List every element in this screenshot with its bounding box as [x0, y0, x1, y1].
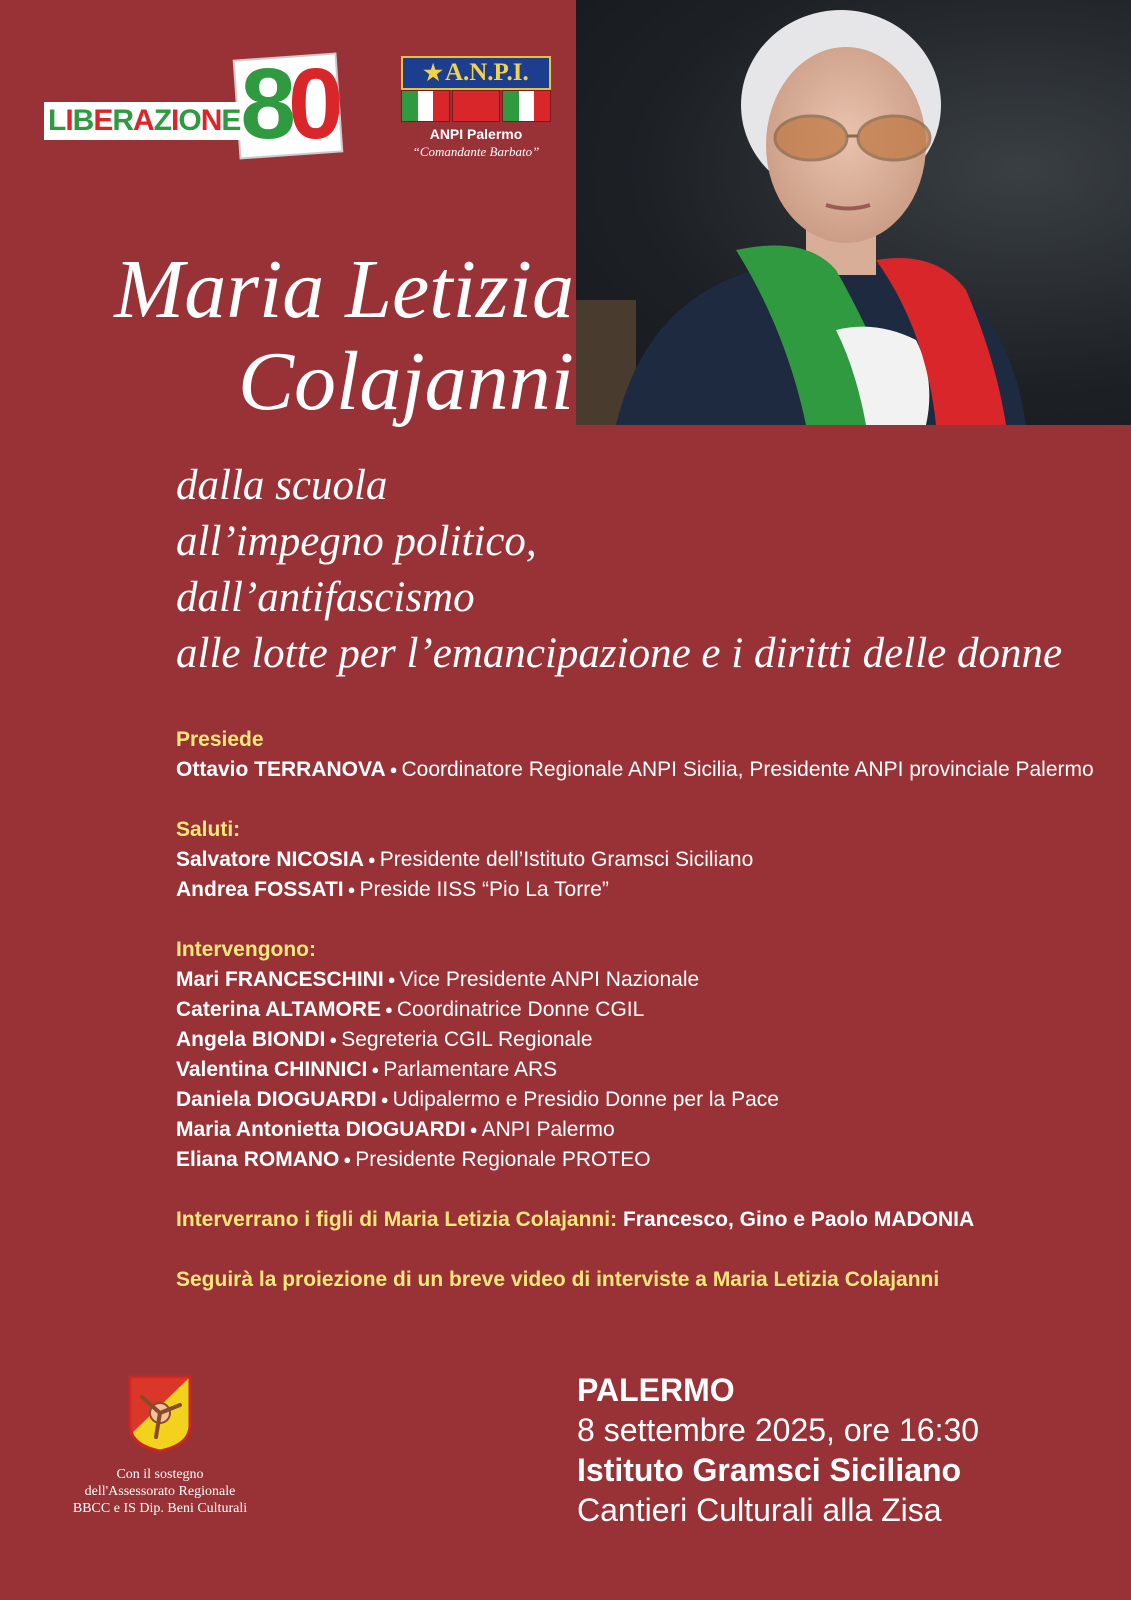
- portrait-illustration: [576, 0, 1131, 425]
- anpi-banner-text: A.N.P.I.: [444, 59, 529, 86]
- anpi-banner: [401, 56, 551, 90]
- event-city: PALERMO: [577, 1372, 735, 1408]
- person-role: Presidente Regionale PROTEO: [355, 1148, 651, 1171]
- anpi-name: ANPI Palermo: [429, 126, 523, 142]
- bullet-icon: ●: [367, 852, 376, 867]
- star-icon: ★: [423, 60, 443, 85]
- subtitle-line: dalla scuola: [176, 462, 388, 509]
- person-name: Ottavio TERRANOVA: [176, 758, 386, 781]
- subtitle-line: alle lotte per l’emancipazione e i diritti delle donne: [176, 630, 1063, 677]
- logo-80-number: 80: [240, 48, 336, 160]
- event-date: 8 settembre 2025, ore 16:30: [577, 1412, 980, 1448]
- list-item: [176, 1025, 1116, 1055]
- section-label: Presiede: [176, 728, 264, 751]
- list-item: [176, 995, 1116, 1025]
- person-name: Andrea FOSSATI: [176, 878, 344, 901]
- children-names: Francesco, Gino e Paolo MADONIA: [622, 1208, 975, 1231]
- title-line: Colajanni: [237, 335, 574, 428]
- list-item: [176, 1115, 1116, 1145]
- list-item: [176, 845, 1116, 875]
- liberazione-80-logo: [44, 48, 344, 166]
- children-label: Interverrano i figli di Maria Letizia Colajanni:: [176, 1208, 618, 1231]
- person-name: Valentina CHINNICI: [176, 1058, 368, 1081]
- section-label: Intervengono:: [176, 938, 316, 961]
- person-name: Daniela DIOGUARDI: [176, 1088, 377, 1111]
- region-line: Con il sostegno: [116, 1467, 204, 1482]
- flag-icon: [401, 90, 450, 122]
- bullet-icon: ●: [384, 1002, 393, 1017]
- person-role: ANPI Palermo: [481, 1118, 615, 1141]
- list-item: [176, 1055, 1116, 1085]
- list-item: [176, 1085, 1116, 1115]
- anpi-logo: [401, 56, 551, 166]
- flag-icon: [502, 90, 551, 122]
- bullet-icon: ●: [469, 1122, 478, 1137]
- bullet-icon: ●: [343, 1152, 352, 1167]
- event-info: [577, 1370, 1117, 1530]
- region-sicily-logo: [40, 1375, 280, 1517]
- person-role: Preside IISS “Pio La Torre”: [359, 878, 609, 901]
- portrait-photo: [576, 0, 1131, 425]
- children-note: [176, 1205, 1116, 1235]
- person-role: Presidente dell’Istituto Gramsci Siciliano: [379, 848, 754, 871]
- person-name: Mari FRANCESCHINI: [176, 968, 384, 991]
- event-venue: Istituto Gramsci Siciliano: [577, 1452, 962, 1488]
- bullet-icon: ●: [380, 1092, 389, 1107]
- bullet-icon: ●: [329, 1032, 338, 1047]
- person-role: Coordinatore Regionale ANPI Sicilia, Presidente ANPI provinciale Palermo: [401, 758, 1094, 781]
- person-name: Caterina ALTAMORE: [176, 998, 381, 1021]
- bullet-icon: ●: [387, 972, 396, 987]
- subtitle-line: dall’antifascismo: [176, 574, 475, 621]
- person-name: Angela BIONDI: [176, 1028, 326, 1051]
- bullet-icon: ●: [371, 1062, 380, 1077]
- video-note: Seguirà la proiezione di un breve video di interviste a Maria Letizia Colajanni: [176, 1268, 940, 1291]
- list-item: [176, 875, 1116, 905]
- person-role: Segreteria CGIL Regionale: [341, 1028, 593, 1051]
- subtitle: [176, 458, 1116, 682]
- program: [176, 725, 1116, 1295]
- subtitle-line: all’impegno politico,: [176, 518, 537, 565]
- person-role: Parlamentare ARS: [383, 1058, 558, 1081]
- liberazione-text: LIBERAZIONE: [44, 102, 244, 140]
- person-role: Udipalermo e Presidio Donne per la Pace: [392, 1088, 779, 1111]
- region-line: dell'Assessorato Regionale: [84, 1484, 236, 1499]
- list-item: [176, 755, 1116, 785]
- list-item: [176, 1145, 1116, 1175]
- person-name: Eliana ROMANO: [176, 1148, 340, 1171]
- person-role: Vice Presidente ANPI Nazionale: [399, 968, 700, 991]
- anpi-subtitle: “Comandante Barbato”: [412, 144, 540, 159]
- event-place: Cantieri Culturali alla Zisa: [577, 1492, 942, 1528]
- person-role: Coordinatrice Donne CGIL: [396, 998, 645, 1021]
- person-name: Maria Antonietta DIOGUARDI: [176, 1118, 466, 1141]
- bullet-icon: ●: [389, 762, 398, 777]
- bullet-icon: ●: [347, 882, 356, 897]
- list-item: [176, 965, 1116, 995]
- region-line: BBCC e IS Dip. Beni Culturali: [72, 1501, 248, 1516]
- section-label: Saluti:: [176, 818, 241, 841]
- sicily-coat-of-arms-icon: [128, 1375, 192, 1453]
- anpi-flags: [401, 90, 551, 122]
- person-name: Salvatore NICOSIA: [176, 848, 364, 871]
- region-text: [40, 1466, 280, 1517]
- page-title: [34, 244, 574, 428]
- flag-icon: [452, 90, 501, 122]
- title-line: Maria Letizia: [114, 243, 574, 336]
